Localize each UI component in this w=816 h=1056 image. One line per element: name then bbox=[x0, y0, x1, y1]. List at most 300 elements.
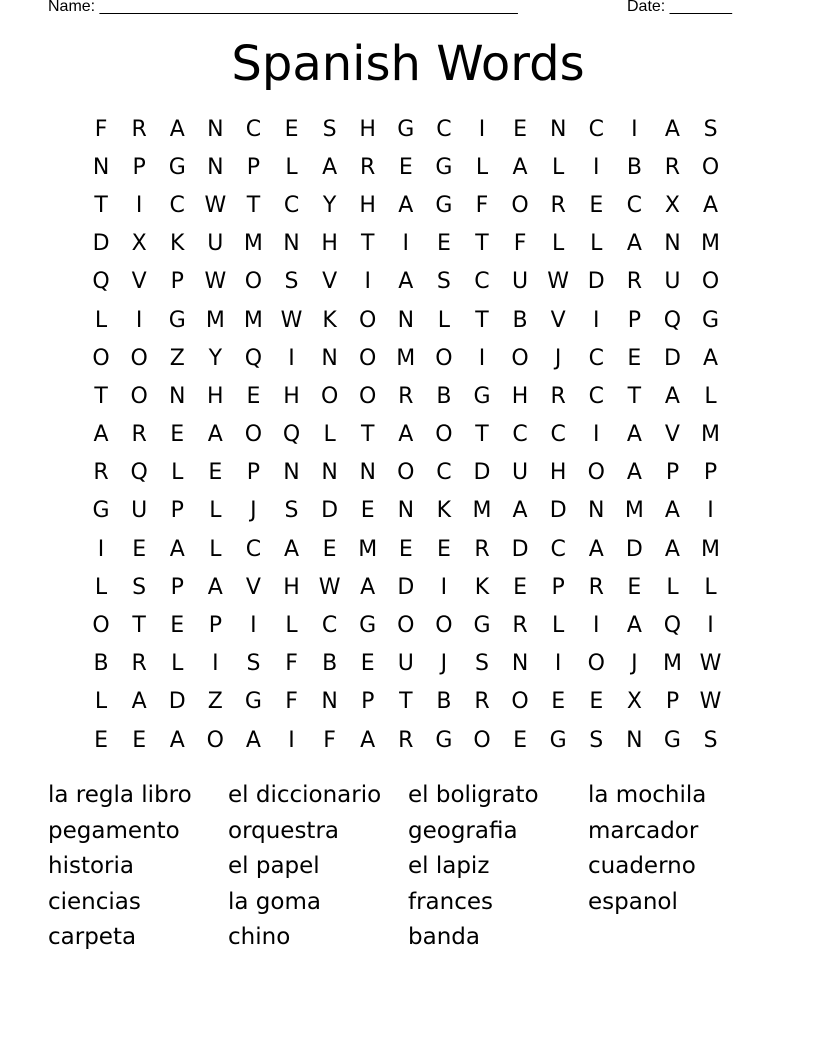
grid-letter: P bbox=[703, 460, 718, 486]
grid-letter: A bbox=[398, 192, 414, 218]
grid-letter: T bbox=[360, 231, 375, 257]
grid-letter: L bbox=[285, 613, 298, 639]
grid-letter: E bbox=[513, 727, 528, 753]
grid-row bbox=[82, 492, 730, 530]
word-bank-item: orquestra bbox=[228, 817, 340, 844]
grid-letter: T bbox=[132, 613, 146, 639]
grid-letter: I bbox=[593, 422, 600, 448]
grid-letter: S bbox=[246, 651, 261, 677]
grid-letter: D bbox=[587, 269, 605, 295]
grid-letter: N bbox=[397, 498, 415, 524]
grid-letter: S bbox=[703, 116, 718, 142]
grid-letter: C bbox=[321, 613, 338, 639]
grid-letter: X bbox=[131, 231, 147, 257]
grid-letter: R bbox=[131, 422, 147, 448]
grid-letter: I bbox=[440, 574, 448, 600]
grid-letter: W bbox=[318, 574, 341, 600]
grid-letter: D bbox=[663, 345, 681, 371]
grid-row bbox=[82, 225, 730, 263]
grid-letter: G bbox=[663, 727, 681, 753]
word-bank-item: geografia bbox=[408, 817, 518, 844]
grid-letter: B bbox=[93, 651, 109, 677]
grid-letter: S bbox=[703, 727, 718, 753]
grid-letter: C bbox=[245, 536, 262, 562]
grid-letter: A bbox=[664, 498, 680, 524]
grid-letter: A bbox=[664, 383, 680, 409]
grid-letter: R bbox=[360, 154, 376, 180]
grid-letter: L bbox=[171, 460, 184, 486]
word-bank-item: pegamento bbox=[48, 817, 180, 844]
grid-letter: R bbox=[93, 460, 109, 486]
grid-letter: A bbox=[283, 536, 300, 562]
grid-letter: M bbox=[701, 231, 721, 257]
grid-letter: L bbox=[704, 383, 717, 409]
grid-letter: D bbox=[625, 536, 643, 562]
grid-letter: P bbox=[132, 154, 146, 180]
name-field-label: Name: _______________________________________________ bbox=[48, 0, 518, 15]
grid-letter: E bbox=[360, 498, 375, 524]
grid-letter: A bbox=[626, 231, 642, 257]
grid-letter: T bbox=[360, 422, 375, 448]
grid-letter: K bbox=[170, 231, 185, 257]
grid-letter: Q bbox=[663, 613, 682, 639]
grid-row bbox=[82, 148, 730, 186]
grid-letter: I bbox=[478, 116, 486, 142]
grid-letter: L bbox=[552, 154, 565, 180]
grid-letter: R bbox=[512, 613, 528, 639]
grid-letter: K bbox=[322, 307, 337, 333]
word-bank-item: la goma bbox=[228, 888, 321, 915]
grid-letter: O bbox=[206, 727, 224, 753]
grid-letter: L bbox=[704, 574, 717, 600]
grid-letter: A bbox=[664, 116, 680, 142]
grid-row bbox=[82, 110, 730, 148]
grid-letter: U bbox=[664, 269, 681, 295]
grid-letter: V bbox=[322, 269, 338, 295]
grid-letter: E bbox=[170, 422, 185, 448]
grid-letter: P bbox=[170, 498, 184, 524]
word-bank-item: carpeta bbox=[48, 924, 137, 950]
grid-letter: A bbox=[169, 536, 185, 562]
grid-letter: L bbox=[475, 154, 489, 180]
word-bank-item: historia bbox=[48, 853, 134, 879]
grid-letter: M bbox=[243, 307, 263, 333]
grid-letter: L bbox=[437, 307, 451, 333]
grid-letter: T bbox=[246, 192, 261, 218]
grid-letter: F bbox=[94, 116, 108, 142]
grid-letter: I bbox=[631, 116, 638, 142]
grid-letter: Z bbox=[169, 345, 185, 371]
grid-letter: A bbox=[169, 116, 185, 142]
grid-letter: V bbox=[131, 269, 147, 295]
grid-letter: R bbox=[474, 536, 490, 562]
grid-row bbox=[82, 606, 730, 644]
grid-letter: S bbox=[322, 116, 337, 142]
grid-letter: A bbox=[626, 460, 642, 486]
grid-letter: I bbox=[288, 345, 295, 371]
grid-letter: L bbox=[94, 307, 108, 333]
grid-row bbox=[82, 530, 730, 568]
grid-letter: P bbox=[246, 154, 261, 180]
word-bank-item: el papel bbox=[228, 853, 320, 879]
grid-letter: B bbox=[436, 689, 452, 715]
grid-letter: S bbox=[475, 651, 489, 677]
grid-letter: I bbox=[554, 651, 562, 677]
grid-letter: M bbox=[472, 498, 492, 524]
grid-letter: H bbox=[359, 116, 376, 142]
grid-letter: N bbox=[664, 231, 681, 257]
grid-letter: K bbox=[474, 574, 490, 600]
grid-letter: D bbox=[473, 460, 491, 486]
grid-letter: C bbox=[588, 383, 604, 409]
grid-letter: S bbox=[284, 269, 299, 295]
grid-letter: C bbox=[283, 192, 300, 218]
grid-letter: B bbox=[626, 154, 642, 180]
grid-letter: N bbox=[207, 154, 224, 180]
grid-letter: F bbox=[285, 651, 298, 677]
grid-letter: O bbox=[359, 345, 377, 371]
grid-letter: J bbox=[631, 651, 638, 677]
grid-letter: A bbox=[626, 422, 642, 448]
grid-letter: P bbox=[246, 460, 261, 486]
grid-letter: N bbox=[169, 383, 186, 409]
grid-letter: R bbox=[626, 269, 642, 295]
grid-letter: O bbox=[130, 345, 148, 371]
date-field-label: Date: _______ bbox=[627, 0, 732, 15]
grid-letter: G bbox=[168, 307, 186, 333]
grid-letter: N bbox=[588, 498, 605, 524]
grid-letter: C bbox=[245, 116, 262, 142]
grid-letter: G bbox=[359, 613, 377, 639]
grid-row bbox=[82, 263, 730, 301]
grid-letter: P bbox=[551, 574, 565, 600]
word-bank-item: chino bbox=[228, 924, 291, 950]
grid-letter: A bbox=[360, 574, 376, 600]
grid-letter: M bbox=[243, 231, 263, 257]
grid-letter: W bbox=[547, 269, 570, 295]
grid-row bbox=[82, 568, 730, 606]
grid-letter: M bbox=[358, 536, 378, 562]
grid-letter: C bbox=[588, 345, 604, 371]
grid-letter: A bbox=[131, 689, 147, 715]
grid-letter: G bbox=[435, 192, 453, 218]
grid-letter: E bbox=[284, 116, 299, 142]
grid-letter: O bbox=[92, 613, 110, 639]
grid-letter: R bbox=[131, 651, 147, 677]
grid-letter: R bbox=[131, 116, 147, 142]
grid-row bbox=[82, 454, 730, 492]
grid-letter: E bbox=[589, 689, 604, 715]
grid-letter: J bbox=[250, 498, 257, 524]
grid-letter: L bbox=[94, 574, 108, 600]
grid-letter: I bbox=[288, 727, 295, 753]
grid-letter: N bbox=[511, 651, 529, 677]
grid-letter: O bbox=[320, 383, 339, 409]
grid-letter: B bbox=[436, 383, 452, 409]
grid-letter: T bbox=[475, 307, 489, 333]
grid-letter: C bbox=[169, 192, 185, 218]
word-bank-item: la mochila bbox=[588, 782, 707, 808]
grid-letter: R bbox=[398, 383, 414, 409]
grid-letter: H bbox=[283, 383, 300, 409]
grid-letter: R bbox=[550, 383, 566, 409]
word-bank-item: marcador bbox=[588, 817, 699, 844]
grid-letter: E bbox=[208, 460, 223, 486]
grid-letter: I bbox=[212, 651, 219, 677]
grid-letter: O bbox=[397, 460, 415, 486]
grid-letter: A bbox=[93, 422, 109, 448]
grid-letter: S bbox=[436, 269, 451, 295]
grid-letter: O bbox=[244, 422, 263, 448]
grid-letter: P bbox=[627, 307, 641, 333]
grid-letter: E bbox=[589, 192, 604, 218]
grid-letter: U bbox=[207, 231, 224, 257]
grid-letter: H bbox=[207, 383, 224, 409]
grid-letter: W bbox=[204, 192, 227, 218]
grid-letter: O bbox=[473, 727, 491, 753]
grid-letter: E bbox=[132, 536, 147, 562]
grid-letter: A bbox=[207, 574, 223, 600]
grid-letter: P bbox=[170, 269, 184, 295]
grid-letter: M bbox=[205, 307, 225, 333]
grid-letter: K bbox=[436, 498, 452, 524]
grid-letter: E bbox=[513, 574, 528, 600]
grid-letter: M bbox=[624, 498, 644, 524]
grid-letter: E bbox=[436, 231, 451, 257]
word-search-grid bbox=[82, 110, 730, 759]
grid-letter: H bbox=[549, 460, 567, 486]
grid-letter: R bbox=[550, 192, 566, 218]
grid-letter: E bbox=[627, 345, 642, 371]
grid-letter: E bbox=[513, 116, 528, 142]
grid-letter: I bbox=[707, 498, 714, 524]
grid-letter: G bbox=[473, 613, 491, 639]
grid-letter: O bbox=[244, 269, 263, 295]
grid-letter: G bbox=[244, 689, 262, 715]
grid-letter: N bbox=[321, 345, 338, 371]
grid-letter: N bbox=[549, 116, 567, 142]
word-bank-item: el boligrato bbox=[408, 782, 539, 808]
grid-letter: N bbox=[207, 116, 224, 142]
grid-letter: N bbox=[283, 231, 300, 257]
grid-row bbox=[82, 416, 730, 454]
grid-letter: S bbox=[589, 727, 604, 753]
grid-letter: C bbox=[474, 269, 490, 295]
grid-letter: C bbox=[626, 192, 643, 218]
grid-letter: J bbox=[554, 345, 562, 371]
grid-letter: O bbox=[397, 613, 415, 639]
grid-row bbox=[82, 683, 730, 721]
grid-letter: A bbox=[512, 154, 528, 180]
grid-letter: A bbox=[398, 422, 414, 448]
grid-letter: G bbox=[549, 727, 567, 753]
grid-letter: O bbox=[701, 154, 720, 180]
grid-letter: N bbox=[321, 689, 338, 715]
grid-letter: U bbox=[397, 651, 414, 677]
grid-letter: L bbox=[209, 536, 222, 562]
grid-letter: I bbox=[478, 345, 486, 371]
grid-letter: E bbox=[170, 613, 185, 639]
grid-letter: Q bbox=[663, 307, 682, 333]
grid-letter: A bbox=[588, 536, 604, 562]
grid-letter: E bbox=[627, 574, 642, 600]
grid-letter: F bbox=[285, 689, 298, 715]
grid-letter: C bbox=[512, 422, 528, 448]
grid-letter: A bbox=[512, 498, 528, 524]
grid-letter: P bbox=[665, 460, 680, 486]
grid-letter: I bbox=[250, 613, 257, 639]
grid-letter: P bbox=[361, 689, 375, 715]
grid-row bbox=[82, 186, 730, 224]
grid-letter: V bbox=[245, 574, 261, 600]
grid-letter: N bbox=[321, 460, 338, 486]
grid-letter: G bbox=[92, 498, 110, 524]
grid-letter: G bbox=[435, 727, 453, 753]
grid-letter: L bbox=[94, 689, 108, 715]
grid-letter: A bbox=[360, 727, 376, 753]
word-bank-item: el lapiz bbox=[408, 853, 490, 879]
grid-letter: W bbox=[699, 689, 722, 715]
grid-letter: D bbox=[321, 498, 339, 524]
grid-letter: G bbox=[168, 154, 186, 180]
grid-letter: D bbox=[92, 231, 110, 257]
grid-letter: G bbox=[435, 154, 453, 180]
grid-letter: O bbox=[359, 307, 377, 333]
grid-letter: G bbox=[397, 116, 415, 142]
grid-row bbox=[82, 301, 730, 339]
grid-letter: O bbox=[511, 192, 529, 218]
word-bank bbox=[48, 782, 768, 960]
grid-letter: E bbox=[246, 383, 261, 409]
grid-letter: T bbox=[627, 383, 642, 409]
grid-letter: A bbox=[626, 613, 642, 639]
grid-letter: H bbox=[321, 231, 338, 257]
grid-letter: T bbox=[94, 383, 108, 409]
word-bank-item: espanol bbox=[588, 888, 678, 915]
grid-letter: C bbox=[436, 460, 452, 486]
grid-letter: F bbox=[323, 727, 336, 753]
grid-letter: R bbox=[664, 154, 681, 180]
grid-letter: B bbox=[322, 651, 338, 677]
word-bank-item: ciencias bbox=[48, 888, 141, 915]
grid-letter: D bbox=[397, 574, 415, 600]
grid-letter: N bbox=[626, 727, 643, 753]
grid-letter: O bbox=[587, 651, 605, 677]
grid-row bbox=[82, 339, 730, 377]
grid-letter: I bbox=[364, 269, 371, 295]
grid-letter: M bbox=[701, 536, 721, 562]
grid-letter: A bbox=[703, 345, 719, 371]
grid-letter: O bbox=[435, 613, 453, 639]
grid-letter: O bbox=[701, 269, 720, 295]
grid-letter: Q bbox=[130, 460, 148, 486]
grid-letter: I bbox=[402, 231, 410, 257]
grid-letter: S bbox=[284, 498, 299, 524]
grid-letter: Q bbox=[92, 269, 110, 295]
grid-letter: L bbox=[323, 422, 336, 448]
grid-letter: I bbox=[593, 307, 600, 333]
grid-letter: C bbox=[588, 116, 604, 142]
grid-letter: J bbox=[440, 651, 448, 677]
grid-letter: O bbox=[587, 460, 605, 486]
grid-letter: L bbox=[171, 651, 184, 677]
grid-letter: C bbox=[436, 116, 452, 142]
word-bank-item: el diccionario bbox=[228, 782, 382, 808]
grid-letter: I bbox=[135, 307, 143, 333]
grid-letter: I bbox=[593, 154, 600, 180]
grid-letter: A bbox=[169, 727, 185, 753]
page-title: Spanish Words bbox=[231, 36, 585, 92]
word-bank-item: la regla libro bbox=[48, 782, 192, 808]
grid-letter: X bbox=[626, 689, 642, 715]
grid-letter: O bbox=[435, 422, 453, 448]
grid-letter: I bbox=[707, 613, 714, 639]
grid-letter: L bbox=[590, 231, 603, 257]
grid-letter: O bbox=[435, 345, 453, 371]
grid-letter: E bbox=[360, 651, 375, 677]
grid-letter: M bbox=[662, 651, 682, 677]
grid-letter: E bbox=[398, 154, 413, 180]
grid-letter: C bbox=[550, 536, 566, 562]
grid-letter: T bbox=[475, 422, 489, 448]
grid-row bbox=[82, 377, 730, 415]
grid-letter: T bbox=[475, 231, 489, 257]
grid-letter: V bbox=[550, 307, 566, 333]
grid-letter: R bbox=[588, 574, 604, 600]
grid-letter: E bbox=[322, 536, 337, 562]
grid-letter: W bbox=[280, 307, 303, 333]
grid-letter: S bbox=[132, 574, 147, 600]
grid-letter: W bbox=[699, 651, 722, 677]
grid-letter: W bbox=[204, 269, 227, 295]
word-bank-item: banda bbox=[408, 924, 480, 950]
grid-letter: L bbox=[552, 613, 565, 639]
grid-letter: L bbox=[666, 574, 679, 600]
grid-letter: A bbox=[664, 536, 680, 562]
grid-letter: U bbox=[131, 498, 148, 524]
grid-letter: O bbox=[511, 689, 529, 715]
grid-letter: Z bbox=[207, 689, 223, 715]
grid-letter: U bbox=[512, 269, 529, 295]
grid-letter: A bbox=[322, 154, 338, 180]
grid-letter: Y bbox=[208, 345, 223, 371]
grid-letter: Y bbox=[322, 192, 337, 218]
grid-letter: D bbox=[511, 536, 529, 562]
grid-letter: A bbox=[398, 269, 414, 295]
grid-letter: O bbox=[130, 383, 148, 409]
grid-letter: V bbox=[664, 422, 680, 448]
grid-letter: N bbox=[359, 460, 376, 486]
grid-letter: U bbox=[512, 460, 529, 486]
grid-letter: G bbox=[702, 307, 720, 333]
grid-letter: T bbox=[94, 192, 108, 218]
grid-letter: Q bbox=[282, 422, 301, 448]
grid-letter: Q bbox=[244, 345, 263, 371]
grid-letter: E bbox=[94, 727, 108, 753]
grid-letter: E bbox=[132, 727, 147, 753]
grid-letter: O bbox=[359, 383, 377, 409]
grid-letter: E bbox=[436, 536, 451, 562]
grid-letter: H bbox=[359, 192, 376, 218]
grid-letter: B bbox=[512, 307, 528, 333]
grid-letter: N bbox=[397, 307, 415, 333]
grid-letter: H bbox=[511, 383, 529, 409]
grid-letter: G bbox=[473, 383, 491, 409]
grid-letter: D bbox=[549, 498, 567, 524]
grid-letter: A bbox=[207, 422, 223, 448]
grid-letter: L bbox=[209, 498, 222, 524]
grid-letter: L bbox=[285, 154, 298, 180]
